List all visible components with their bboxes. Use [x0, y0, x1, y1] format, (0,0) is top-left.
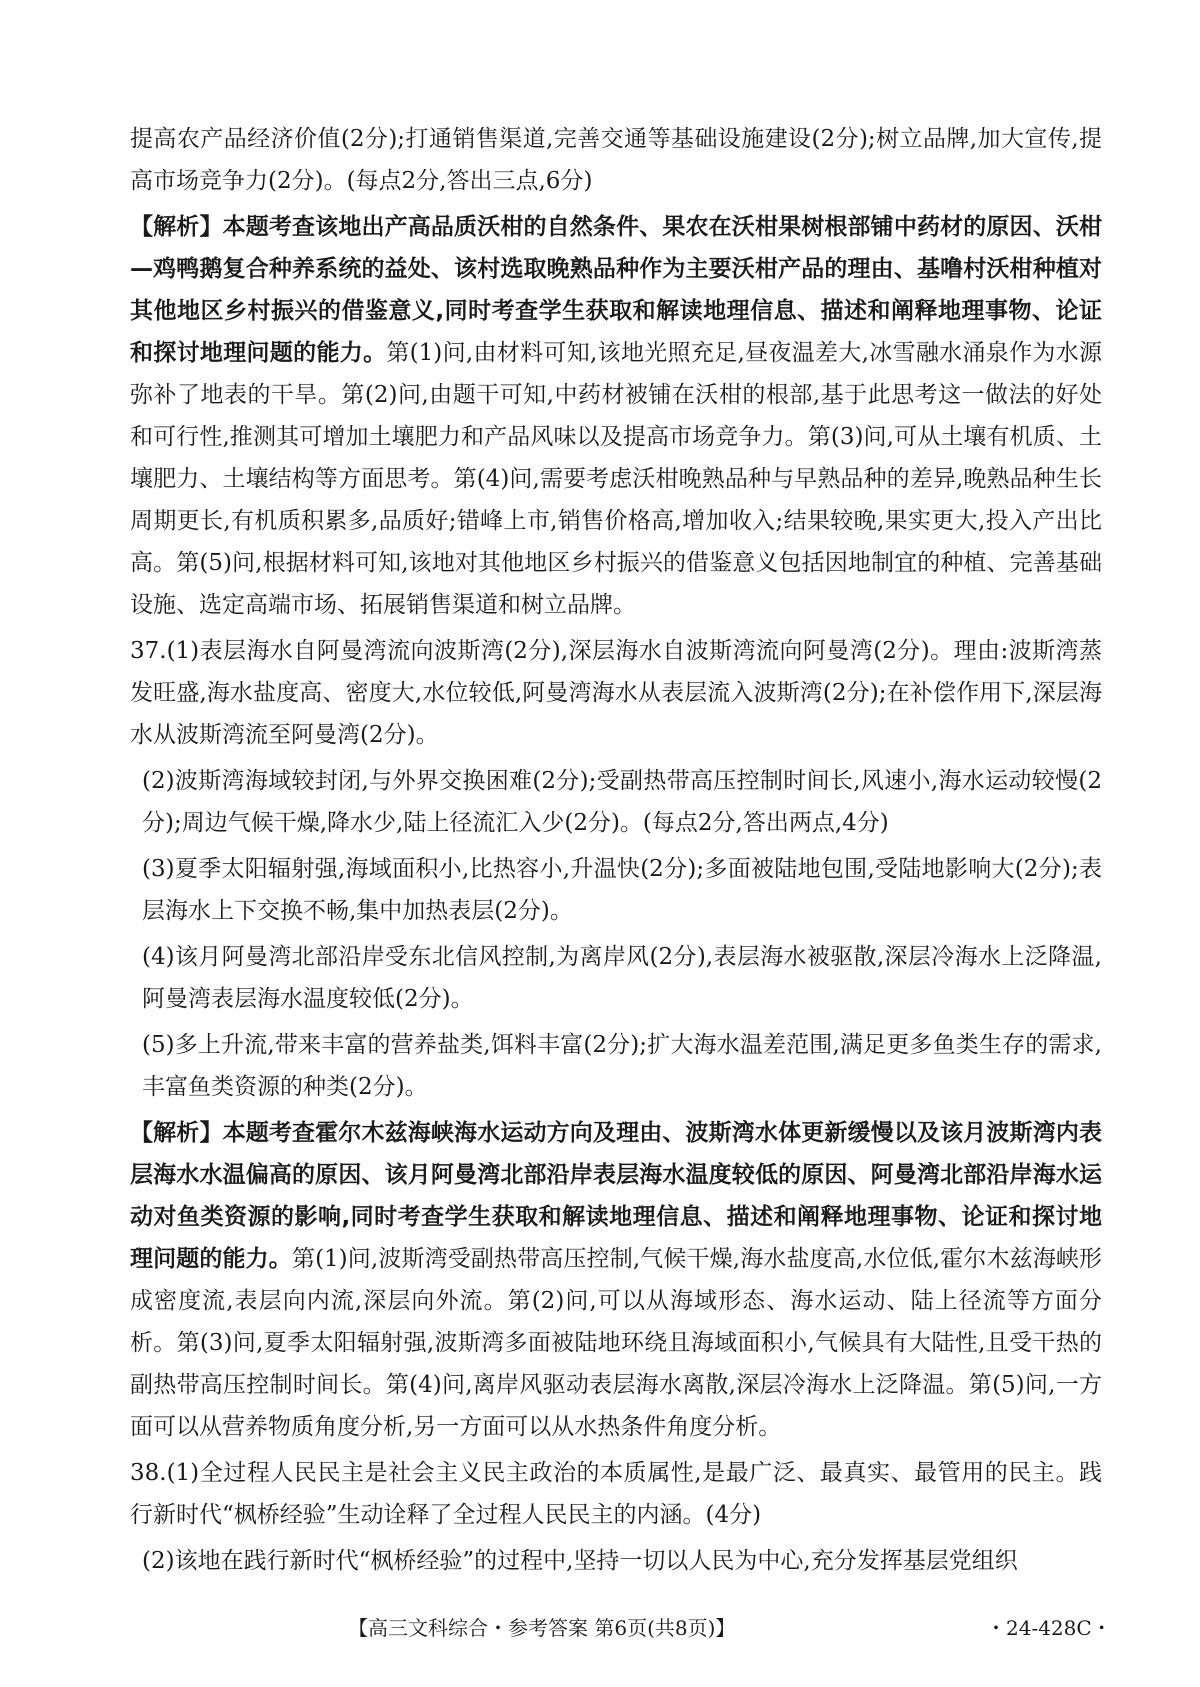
- answer-37-part-2: [130, 760, 1102, 844]
- paragraph-text: (1)表层海水自阿曼湾流向波斯湾(2分),深层海水自波斯湾流向阿曼湾(2分)。理由:波斯湾蒸发旺盛,海水盐度高、密度大,水位较低,阿曼湾海水从表层流入波斯湾(2分);在补偿作用下,深层海水从波斯湾流至阿曼湾(2分)。: [130, 638, 1102, 748]
- page-footer: [0, 1612, 1200, 1652]
- answer-37-part-5: [130, 1024, 1102, 1108]
- footer-code: ・24-428C・: [986, 1616, 1112, 1640]
- analysis-37: [130, 1112, 1102, 1448]
- footer-title: 【高三文科综合・参考答案 第6页(共8页)】: [348, 1616, 736, 1640]
- answer-38-part-2: [130, 1540, 1102, 1582]
- answer-38-part-1: [130, 1452, 1102, 1536]
- analysis-heading: 【解析】本题考查该地出产高品质沃柑的自然条件、果农在沃柑果树根部铺中药材的原因、沃柑—鸡鸭鹅复合种养系统的益处、该村选取晚熟品种作为主要沃柑产品的理由、基噜村沃柑种植对其他地区乡村振兴的借鉴意义,同时考查学生获取和解读地理信息、描述和阐释地理事物、论证和探讨地理问题的能力。: [130, 214, 1102, 366]
- paragraph-text: 提高农产品经济价值(2分);打通销售渠道,完善交通等基础设施建设(2分);树立品牌,加大宣传,提高市场竞争力(2分)。(每点2分,答出三点,6分): [130, 126, 1102, 194]
- answer-37-part-4: [130, 936, 1102, 1020]
- paragraph-text: (2)该地在践行新时代“枫桥经验”的过程中,坚持一切以人民为中心,充分发挥基层党组织: [142, 1548, 1018, 1574]
- analysis-heading: 【解析】本题考查霍尔木兹海峡海水运动方向及理由、波斯湾水体更新缓慢以及该月波斯湾内表层海水水温偏高的原因、该月阿曼湾北部沿岸表层海水温度较低的原因、阿曼湾北部沿岸海水运动对鱼类资源的影响,同时考查学生获取和解读地理信息、描述和阐释地理事物、论证和探讨地理问题的能力。: [130, 1120, 1102, 1272]
- paragraph-text: (2)波斯湾海域较封闭,与外界交换困难(2分);受副热带高压控制时间长,风速小,海水运动较慢(2分);周边气候干燥,降水少,陆上径流汇入少(2分)。(每点2分,答出两点,4分): [142, 768, 1102, 836]
- answer-content: [130, 118, 1102, 1586]
- question-number: 38.: [130, 1460, 167, 1486]
- answer-37-part-1: [130, 630, 1102, 756]
- answer-36-continuation: [130, 118, 1102, 202]
- analysis-36: [130, 206, 1102, 626]
- question-number: 37.: [130, 638, 167, 664]
- analysis-text: 第(1)问,波斯湾受副热带高压控制,气候干燥,海水盐度高,水位低,霍尔木兹海峡形成密度流,表层向内流,深层向外流。第(2)问,可以从海域形态、海水运动、陆上径流等方面分析。第(3)问,夏季太阳辐射强,波斯湾多面被陆地环绕且海域面积小,气候具有大陆性,且受干热的副热带高压控制时间长。第(4)问,离岸风驱动表层海水离散,深层冷海水上泛降温。第(5)问,一方面可以从营养物质角度分析,另一方面可以从水热条件角度分析。: [130, 1246, 1102, 1440]
- analysis-text: 第(1)问,由材料可知,该地光照充足,昼夜温差大,冰雪融水涌泉作为水源弥补了地表的干旱。第(2)问,由题干可知,中药材被铺在沃柑的根部,基于此思考这一做法的好处和可行性,推测其可增加土壤肥力和产品风味以及提高市场竞争力。第(3)问,可从土壤有机质、土壤肥力、土壤结构等方面思考。第(4)问,需要考虑沃柑晚熟品种与早熟品种的差异,晚熟品种生长周期更长,有机质积累多,品质好;错峰上市,销售价格高,增加收入;结果较晚,果实更大,投入产出比高。第(5)问,根据材料可知,该地对其他地区乡村振兴的借鉴意义包括因地制宜的种植、完善基础设施、选定高端市场、拓展销售渠道和树立品牌。: [130, 340, 1103, 618]
- paragraph-text: (1)全过程人民民主是社会主义民主政治的本质属性,是最广泛、最真实、最管用的民主。践行新时代“枫桥经验”生动诠释了全过程人民民主的内涵。(4分): [130, 1460, 1102, 1528]
- paragraph-text: (3)夏季太阳辐射强,海域面积小,比热容小,升温快(2分);多面被陆地包围,受陆地影响大(2分);表层海水上下交换不畅,集中加热表层(2分)。: [142, 856, 1102, 924]
- paragraph-text: (5)多上升流,带来丰富的营养盐类,饵料丰富(2分);扩大海水温差范围,满足更多鱼类生存的需求,丰富鱼类资源的种类(2分)。: [142, 1032, 1102, 1100]
- paragraph-text: (4)该月阿曼湾北部沿岸受东北信风控制,为离岸风(2分),表层海水被驱散,深层冷海水上泛降温,阿曼湾表层海水温度较低(2分)。: [142, 944, 1102, 1012]
- answer-37-part-3: [130, 848, 1102, 932]
